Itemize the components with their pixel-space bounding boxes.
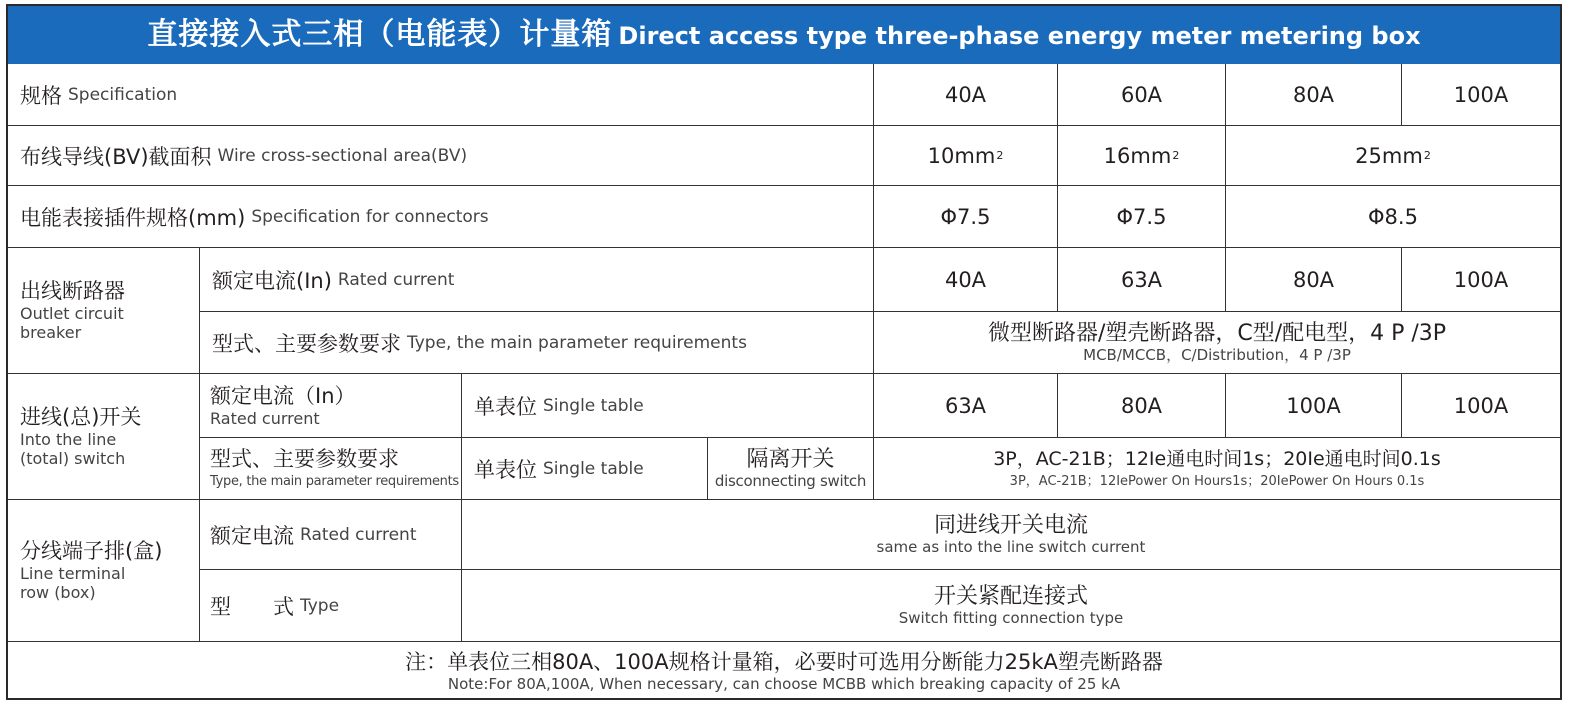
- connector-value: Φ8.5: [1226, 186, 1560, 248]
- terminal-type-value-zh: 开关紧配连接式: [933, 583, 1088, 609]
- outlet-rated-value: 40A: [874, 248, 1058, 312]
- inlet-type-sub2-zh: 隔离开关: [746, 446, 835, 472]
- inlet-type-sub-zh: 单表位: [474, 457, 537, 482]
- terminal-type-label: [200, 570, 462, 642]
- inlet-type-sub-en: Single table: [543, 458, 644, 479]
- inlet-rated-value: 100A: [1402, 374, 1560, 438]
- outlet-type-en: Type, the main parameter requirements: [407, 332, 747, 353]
- outlet-type-label: [200, 312, 874, 374]
- inlet-rated-sub-zh: 单表位: [474, 394, 537, 419]
- inlet-type-value-en: 3P，AC-21B；12IePower On Hours1s；20IePower On Hours 0.1s: [1009, 473, 1425, 489]
- terminal-rated-label: [200, 500, 462, 570]
- spec-label-en: Specification: [68, 84, 178, 105]
- terminal-type-en: Type: [300, 595, 340, 616]
- terminal-type-value-en: Switch fitting connection type: [898, 608, 1124, 627]
- outlet-rated-value: 80A: [1226, 248, 1402, 312]
- inlet-type-value: [874, 438, 1560, 500]
- wire-value: [1226, 126, 1560, 186]
- outlet-type-value: [874, 312, 1560, 374]
- spec-value: 40A: [874, 64, 1058, 126]
- terminal-type-zh: 型 式: [210, 594, 294, 619]
- connector-value: Φ7.5: [874, 186, 1058, 248]
- spec-label: [8, 64, 874, 126]
- inlet-type-sub: [462, 438, 708, 500]
- outlet-rated-value: 100A: [1402, 248, 1560, 312]
- inlet-rated-label: [200, 374, 462, 438]
- title-zh: 直接接入式三相（电能表）计量箱: [147, 17, 613, 52]
- wire-unit-sup: 2: [1423, 149, 1431, 162]
- outlet-group-label: [8, 248, 200, 374]
- inlet-group-label: [8, 374, 200, 500]
- terminal-rated-value-zh: 同进线开关电流: [933, 512, 1088, 538]
- inlet-rated-zh: 额定电流（In）: [210, 383, 356, 408]
- wire-label: [8, 126, 874, 186]
- wire-value-text: 16mm: [1103, 143, 1172, 168]
- terminal-group-en: Line terminal: [20, 564, 126, 583]
- terminal-group-zh: 分线端子排(盒): [20, 539, 163, 563]
- inlet-type-sub2: [708, 438, 874, 500]
- title-en: Direct access type three-phase energy meter metering box: [618, 22, 1421, 50]
- outlet-rated-label: [200, 248, 874, 312]
- wire-unit-sup: 2: [996, 149, 1004, 162]
- inlet-rated-value: 100A: [1226, 374, 1402, 438]
- inlet-type-sub2-en: disconnecting switch: [714, 471, 867, 490]
- wire-value-text: 10mm: [927, 143, 996, 168]
- terminal-type-value: [462, 570, 1560, 642]
- spec-value: 60A: [1058, 64, 1226, 126]
- inlet-rated-sub: [462, 374, 874, 438]
- connector-value: Φ7.5: [1058, 186, 1226, 248]
- connector-label-en: Specification for connectors: [251, 206, 489, 227]
- terminal-rated-en: Rated current: [300, 524, 417, 545]
- wire-label-en: Wire cross-sectional area(BV): [217, 145, 468, 166]
- outlet-rated-en: Rated current: [337, 269, 455, 290]
- inlet-type-en: Type, the main parameter requirements: [210, 473, 459, 489]
- outlet-group-en: breaker: [20, 323, 82, 342]
- outlet-group-en: Outlet circuit: [20, 304, 124, 323]
- connector-label: [8, 186, 874, 248]
- inlet-group-en: Into the line: [20, 430, 117, 449]
- note-zh: 注：单表位三相80A、100A规格计量箱，必要时可选用分断能力25kA塑壳断路器: [405, 650, 1163, 674]
- terminal-rated-value-en: same as into the line switch current: [876, 537, 1146, 556]
- wire-unit-sup: 2: [1172, 149, 1180, 162]
- table-header: [8, 6, 1560, 64]
- terminal-rated-value: [462, 500, 1560, 570]
- terminal-group-en: row (box): [20, 583, 96, 602]
- note-en: Note:For 80A,100A, When necessary, can choose MCBB which breaking capacity of 25 kA: [447, 675, 1121, 693]
- inlet-group-zh: 进线(总)开关: [20, 405, 142, 429]
- outlet-type-value-en: MCB/MCCB，C/Distribution，4 P /3P: [1083, 345, 1351, 364]
- wire-value: [874, 126, 1058, 186]
- wire-value-text: 25mm: [1355, 143, 1423, 168]
- inlet-rated-value: 63A: [874, 374, 1058, 438]
- table-note: [8, 642, 1560, 700]
- outlet-rated-value: 63A: [1058, 248, 1226, 312]
- spec-table: [6, 4, 1562, 700]
- inlet-type-label: [200, 438, 462, 500]
- inlet-rated-value: 80A: [1058, 374, 1226, 438]
- wire-label-zh: 布线导线(BV)截面积: [20, 144, 212, 169]
- outlet-group-zh: 出线断路器: [20, 279, 125, 303]
- inlet-group-en: (total) switch: [20, 449, 126, 468]
- outlet-type-zh: 型式、主要参数要求: [212, 331, 401, 356]
- terminal-group-label: [8, 500, 200, 642]
- terminal-rated-zh: 额定电流: [210, 523, 294, 548]
- spec-value: 100A: [1402, 64, 1560, 126]
- inlet-rated-en: Rated current: [210, 408, 320, 428]
- outlet-rated-zh: 额定电流(In): [212, 268, 332, 293]
- wire-value: [1058, 126, 1226, 186]
- spec-value: 80A: [1226, 64, 1402, 126]
- outlet-type-value-zh: 微型断路器/塑壳断路器，C型/配电型，4 P /3P: [987, 320, 1447, 346]
- inlet-type-zh: 型式、主要参数要求: [210, 446, 399, 471]
- inlet-rated-sub-en: Single table: [543, 395, 644, 416]
- spec-label-zh: 规格: [20, 83, 62, 108]
- connector-label-zh: 电能表接插件规格(mm): [20, 205, 246, 230]
- inlet-type-value-zh: 3P，AC-21B；12Ie通电时间1s；20Ie通电时间0.1s: [993, 447, 1441, 470]
